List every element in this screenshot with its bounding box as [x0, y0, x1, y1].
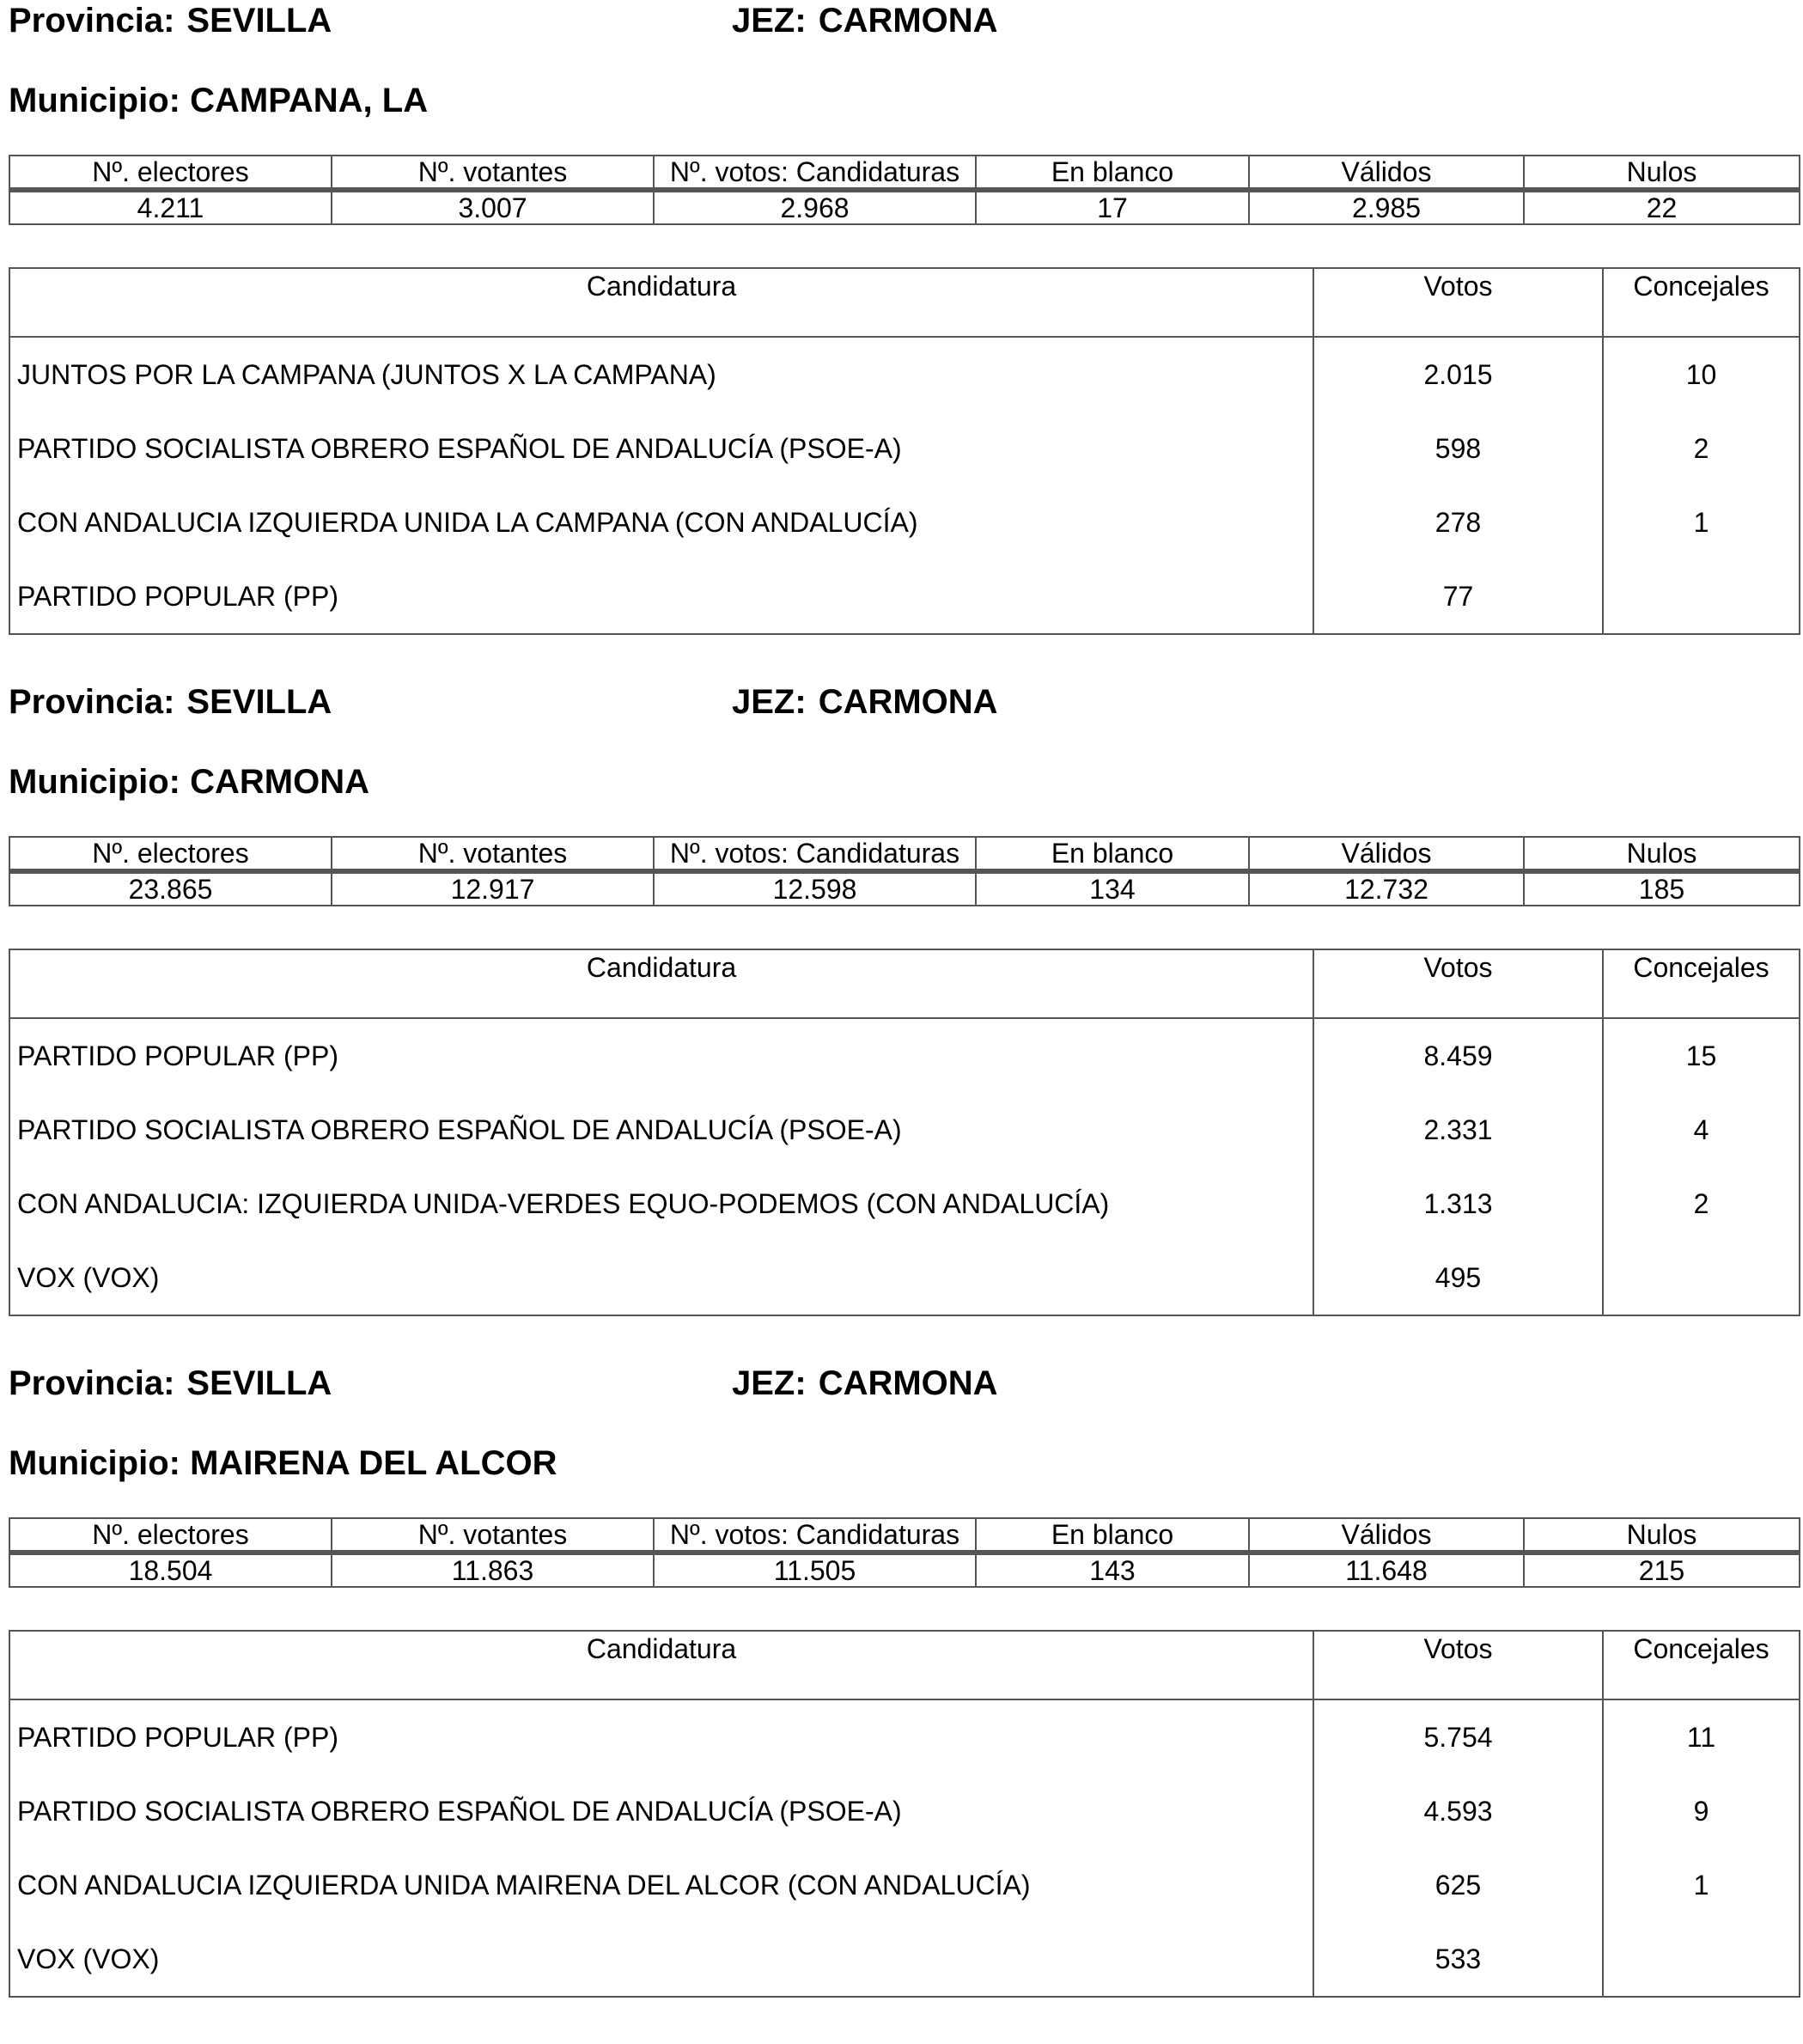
- candidaturas-header-row: [9, 1631, 1800, 1699]
- municipality-line: [9, 761, 1211, 802]
- jez-label: JEZ:: [732, 1364, 807, 1402]
- candidatura-votos: 495: [1313, 1241, 1603, 1315]
- provincia-label: Provincia:: [9, 1364, 175, 1402]
- value-nulos: 215: [1524, 1553, 1800, 1587]
- candidatura-votos: 2.331: [1313, 1093, 1603, 1167]
- stats-header-row: [9, 156, 1800, 190]
- municipality-line: [9, 1443, 1211, 1484]
- candidaturas-table: [9, 949, 1800, 1316]
- value-votantes: 3.007: [332, 190, 654, 224]
- candidatura-concejales: 10: [1603, 337, 1800, 412]
- provincia-label: Provincia:: [9, 683, 175, 721]
- candidatura-votos: 1.313: [1313, 1167, 1603, 1241]
- header-en-blanco: En blanco: [976, 1518, 1249, 1553]
- candidatura-name: VOX (VOX): [9, 1922, 1313, 1997]
- candidatura-concejales: 4: [1603, 1093, 1800, 1167]
- stats-value-row: [9, 871, 1800, 906]
- value-electores: 18.504: [9, 1553, 332, 1587]
- candidatura-name: PARTIDO SOCIALISTA OBRERO ESPAÑOL DE ANDALUCÍA (PSOE-A): [9, 1774, 1313, 1848]
- table-row: [9, 1167, 1800, 1241]
- candidatura-name: CON ANDALUCIA IZQUIERDA UNIDA MAIRENA DEL ALCOR (CON ANDALUCÍA): [9, 1848, 1313, 1922]
- municipio-label: Municipio:: [9, 1444, 180, 1482]
- table-row: [9, 559, 1800, 634]
- jez-value: CARMONA: [818, 1364, 998, 1402]
- header-validos: Válidos: [1249, 1518, 1524, 1553]
- province-line: [9, 681, 1211, 723]
- candidaturas-table: [9, 267, 1800, 635]
- header-candidatura: Candidatura: [9, 949, 1313, 1018]
- candidatura-votos: 625: [1313, 1848, 1603, 1922]
- value-en-blanco: 143: [976, 1553, 1249, 1587]
- header-votantes: Nº. votantes: [332, 1518, 654, 1553]
- value-votos-candidaturas: 11.505: [654, 1553, 976, 1587]
- header-nulos: Nulos: [1524, 837, 1800, 871]
- candidatura-concejales: 11: [1603, 1699, 1800, 1774]
- table-row: [9, 485, 1800, 559]
- candidatura-concejales: 2: [1603, 1167, 1800, 1241]
- candidatura-votos: 278: [1313, 485, 1603, 559]
- stats-table: [9, 836, 1800, 906]
- candidatura-name: PARTIDO SOCIALISTA OBRERO ESPAÑOL DE ANDALUCÍA (PSOE-A): [9, 412, 1313, 485]
- jez-label: JEZ:: [732, 683, 807, 721]
- candidatura-votos: 2.015: [1313, 337, 1603, 412]
- candidatura-votos: 598: [1313, 412, 1603, 485]
- header-candidatura: Candidatura: [9, 268, 1313, 337]
- candidaturas-table: [9, 1630, 1800, 1998]
- header-concejales: Concejales: [1603, 949, 1800, 1018]
- stats-value-row: [9, 190, 1800, 224]
- candidatura-votos: 5.754: [1313, 1699, 1603, 1774]
- table-row: [9, 1018, 1800, 1093]
- candidatura-concejales: [1603, 1241, 1800, 1315]
- candidatura-name: CON ANDALUCIA: IZQUIERDA UNIDA-VERDES EQUO-PODEMOS (CON ANDALUCÍA): [9, 1167, 1313, 1241]
- candidatura-concejales: 1: [1603, 485, 1800, 559]
- municipality-block: [0, 1363, 1803, 2044]
- header-validos: Válidos: [1249, 837, 1524, 871]
- table-row: [9, 1241, 1800, 1315]
- candidatura-votos: 4.593: [1313, 1774, 1603, 1848]
- value-validos: 12.732: [1249, 871, 1524, 906]
- header-votos-candidaturas: Nº. votos: Candidaturas: [654, 1518, 976, 1553]
- candidatura-name: VOX (VOX): [9, 1241, 1313, 1315]
- header-votos: Votos: [1313, 1631, 1603, 1699]
- header-candidatura: Candidatura: [9, 1631, 1313, 1699]
- candidatura-concejales: 15: [1603, 1018, 1800, 1093]
- table-row: [9, 1699, 1800, 1774]
- table-row: [9, 412, 1800, 485]
- candidatura-concejales: 2: [1603, 412, 1800, 485]
- header-votos-candidaturas: Nº. votos: Candidaturas: [654, 837, 976, 871]
- header-concejales: Concejales: [1603, 1631, 1800, 1699]
- stats-header-row: [9, 1518, 1800, 1553]
- municipio-value: MAIRENA DEL ALCOR: [190, 1444, 557, 1482]
- candidatura-name: PARTIDO POPULAR (PP): [9, 1018, 1313, 1093]
- value-en-blanco: 17: [976, 190, 1249, 224]
- municipality-line: [9, 80, 1211, 121]
- municipality-block: [0, 681, 1803, 1363]
- value-votos-candidaturas: 12.598: [654, 871, 976, 906]
- candidatura-votos: 533: [1313, 1922, 1603, 1997]
- jez-value: CARMONA: [818, 683, 998, 721]
- candidatura-concejales: [1603, 559, 1800, 634]
- candidaturas-header-row: [9, 268, 1800, 337]
- value-electores: 4.211: [9, 190, 332, 224]
- header-nulos: Nulos: [1524, 1518, 1800, 1553]
- header-en-blanco: En blanco: [976, 837, 1249, 871]
- provincia-label: Provincia:: [9, 2, 175, 40]
- municipio-label: Municipio:: [9, 763, 180, 801]
- value-votantes: 12.917: [332, 871, 654, 906]
- provincia-value: SEVILLA: [186, 683, 332, 721]
- municipio-label: Municipio:: [9, 82, 180, 119]
- stats-header-row: [9, 837, 1800, 871]
- value-votos-candidaturas: 2.968: [654, 190, 976, 224]
- header-electores: Nº. electores: [9, 837, 332, 871]
- jez-label: JEZ:: [732, 2, 807, 40]
- header-validos: Válidos: [1249, 156, 1524, 190]
- candidatura-concejales: 9: [1603, 1774, 1800, 1848]
- candidatura-name: CON ANDALUCIA IZQUIERDA UNIDA LA CAMPANA (CON ANDALUCÍA): [9, 485, 1313, 559]
- municipio-value: CARMONA: [190, 763, 369, 801]
- value-validos: 2.985: [1249, 190, 1524, 224]
- municipio-value: CAMPANA, LA: [190, 82, 429, 119]
- table-row: [9, 1848, 1800, 1922]
- candidatura-name: JUNTOS POR LA CAMPANA (JUNTOS X LA CAMPANA): [9, 337, 1313, 412]
- value-en-blanco: 134: [976, 871, 1249, 906]
- header-electores: Nº. electores: [9, 156, 332, 190]
- candidatura-name: PARTIDO POPULAR (PP): [9, 1699, 1313, 1774]
- value-electores: 23.865: [9, 871, 332, 906]
- table-row: [9, 337, 1800, 412]
- value-nulos: 22: [1524, 190, 1800, 224]
- header-votos: Votos: [1313, 268, 1603, 337]
- jez-value: CARMONA: [818, 2, 998, 40]
- candidatura-name: PARTIDO SOCIALISTA OBRERO ESPAÑOL DE ANDALUCÍA (PSOE-A): [9, 1093, 1313, 1167]
- candidatura-votos: 77: [1313, 559, 1603, 634]
- value-votantes: 11.863: [332, 1553, 654, 1587]
- stats-table: [9, 1517, 1800, 1588]
- header-concejales: Concejales: [1603, 268, 1800, 337]
- header-nulos: Nulos: [1524, 156, 1800, 190]
- value-validos: 11.648: [1249, 1553, 1524, 1587]
- value-nulos: 185: [1524, 871, 1800, 906]
- header-votantes: Nº. votantes: [332, 837, 654, 871]
- candidatura-concejales: [1603, 1922, 1800, 1997]
- municipality-block: [0, 0, 1803, 681]
- province-line: [9, 0, 1211, 41]
- header-votos-candidaturas: Nº. votos: Candidaturas: [654, 156, 976, 190]
- header-electores: Nº. electores: [9, 1518, 332, 1553]
- candidatura-votos: 8.459: [1313, 1018, 1603, 1093]
- header-en-blanco: En blanco: [976, 156, 1249, 190]
- header-votos: Votos: [1313, 949, 1603, 1018]
- table-row: [9, 1093, 1800, 1167]
- header-votantes: Nº. votantes: [332, 156, 654, 190]
- candidatura-name: PARTIDO POPULAR (PP): [9, 559, 1313, 634]
- candidaturas-header-row: [9, 949, 1800, 1018]
- table-row: [9, 1922, 1800, 1997]
- province-line: [9, 1363, 1211, 1404]
- table-row: [9, 1774, 1800, 1848]
- stats-value-row: [9, 1553, 1800, 1587]
- provincia-value: SEVILLA: [186, 1364, 332, 1402]
- stats-table: [9, 155, 1800, 225]
- provincia-value: SEVILLA: [186, 2, 332, 40]
- candidatura-concejales: 1: [1603, 1848, 1800, 1922]
